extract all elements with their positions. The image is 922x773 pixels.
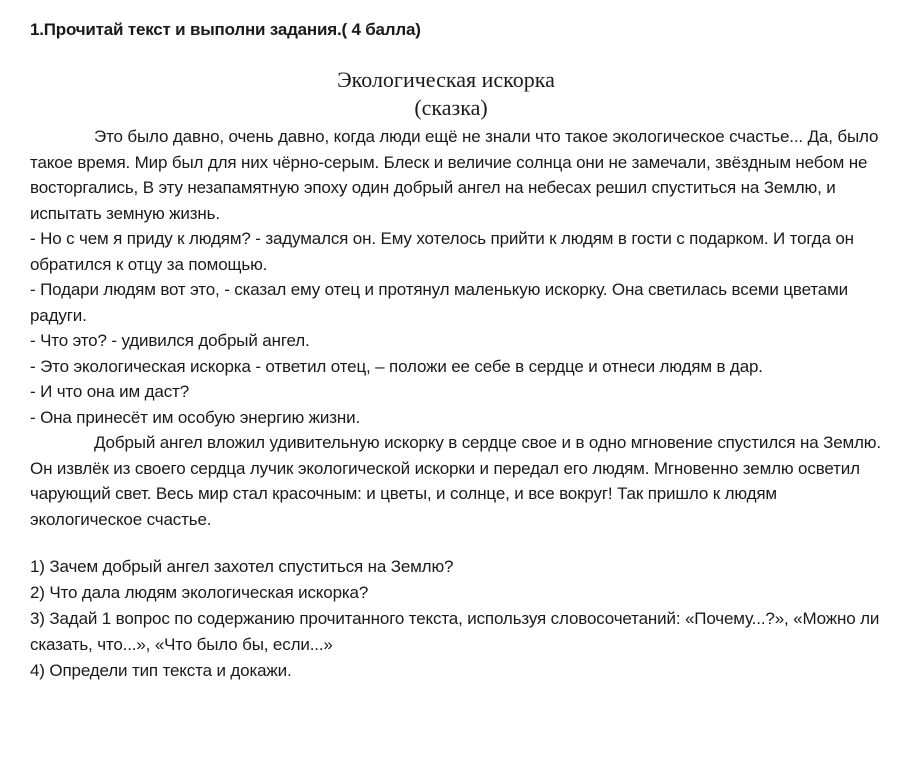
story-title-block xyxy=(0,66,892,122)
story-paragraph: Это было давно, очень давно, когда люди ещё не знали что такое экологическое счастье... Да, было такое время. Мир был для них чёрно-серым. Блеск и величие солнца они не замечали, звёздным небом не восторгались, В эту незапамятную эпоху один добрый ангел на небесах решил спуститься на Землю, и испытать земную жизнь. xyxy=(30,127,879,223)
story-paragraph: - Но с чем я приду к людям? - задумался он. Ему хотелось прийти к людям в гости с подарком. И тогда он обратился к отцу за помощью. xyxy=(30,229,854,274)
story-paragraph: - И что она им даст? xyxy=(30,382,189,401)
question-item: 4) Определи тип текста и докажи. xyxy=(30,661,292,680)
story-title: Экологическая искорка xyxy=(337,67,555,92)
questions-list xyxy=(30,554,892,684)
question-item: 3) Задай 1 вопрос по содержанию прочитанного текста, используя словосочетаний: «Почему...?», «Можно ли сказать, что...», «Что было бы, если...» xyxy=(30,609,880,654)
story-subtitle: (сказка) xyxy=(414,95,488,120)
question-item: 2) Что дала людям экологическая искорка? xyxy=(30,583,369,602)
task-header: 1.Прочитай текст и выполни задания.( 4 балла) xyxy=(30,20,421,39)
story-paragraph: - Подари людям вот это, - сказал ему отец и протянул маленькую искорку. Она светилась всеми цветами радуги. xyxy=(30,280,848,325)
story-paragraph: - Это экологическая искорка - ответил отец, – положи ее себе в сердце и отнеси людям в дар. xyxy=(30,356,763,376)
story-paragraph: - Она принесёт им особую энергию жизни. xyxy=(30,407,361,427)
story-paragraph: Добрый ангел вложил удивительную искорку в сердце свое и в одно мгновение спустился на Землю. Он извлёк из своего сердца лучик экологической искорки и передал его людям. Мгновенно землю осветил чарующий свет. Весь мир стал красочным: и цветы, и солнце, и все вокруг! Так пришло к людям экологическое счастье. xyxy=(30,433,881,529)
question-item: 1) Зачем добрый ангел захотел спуститься на Землю? xyxy=(30,557,454,576)
story-paragraph: - Что это? - удивился добрый ангел. xyxy=(30,331,310,350)
story-text xyxy=(30,124,892,532)
